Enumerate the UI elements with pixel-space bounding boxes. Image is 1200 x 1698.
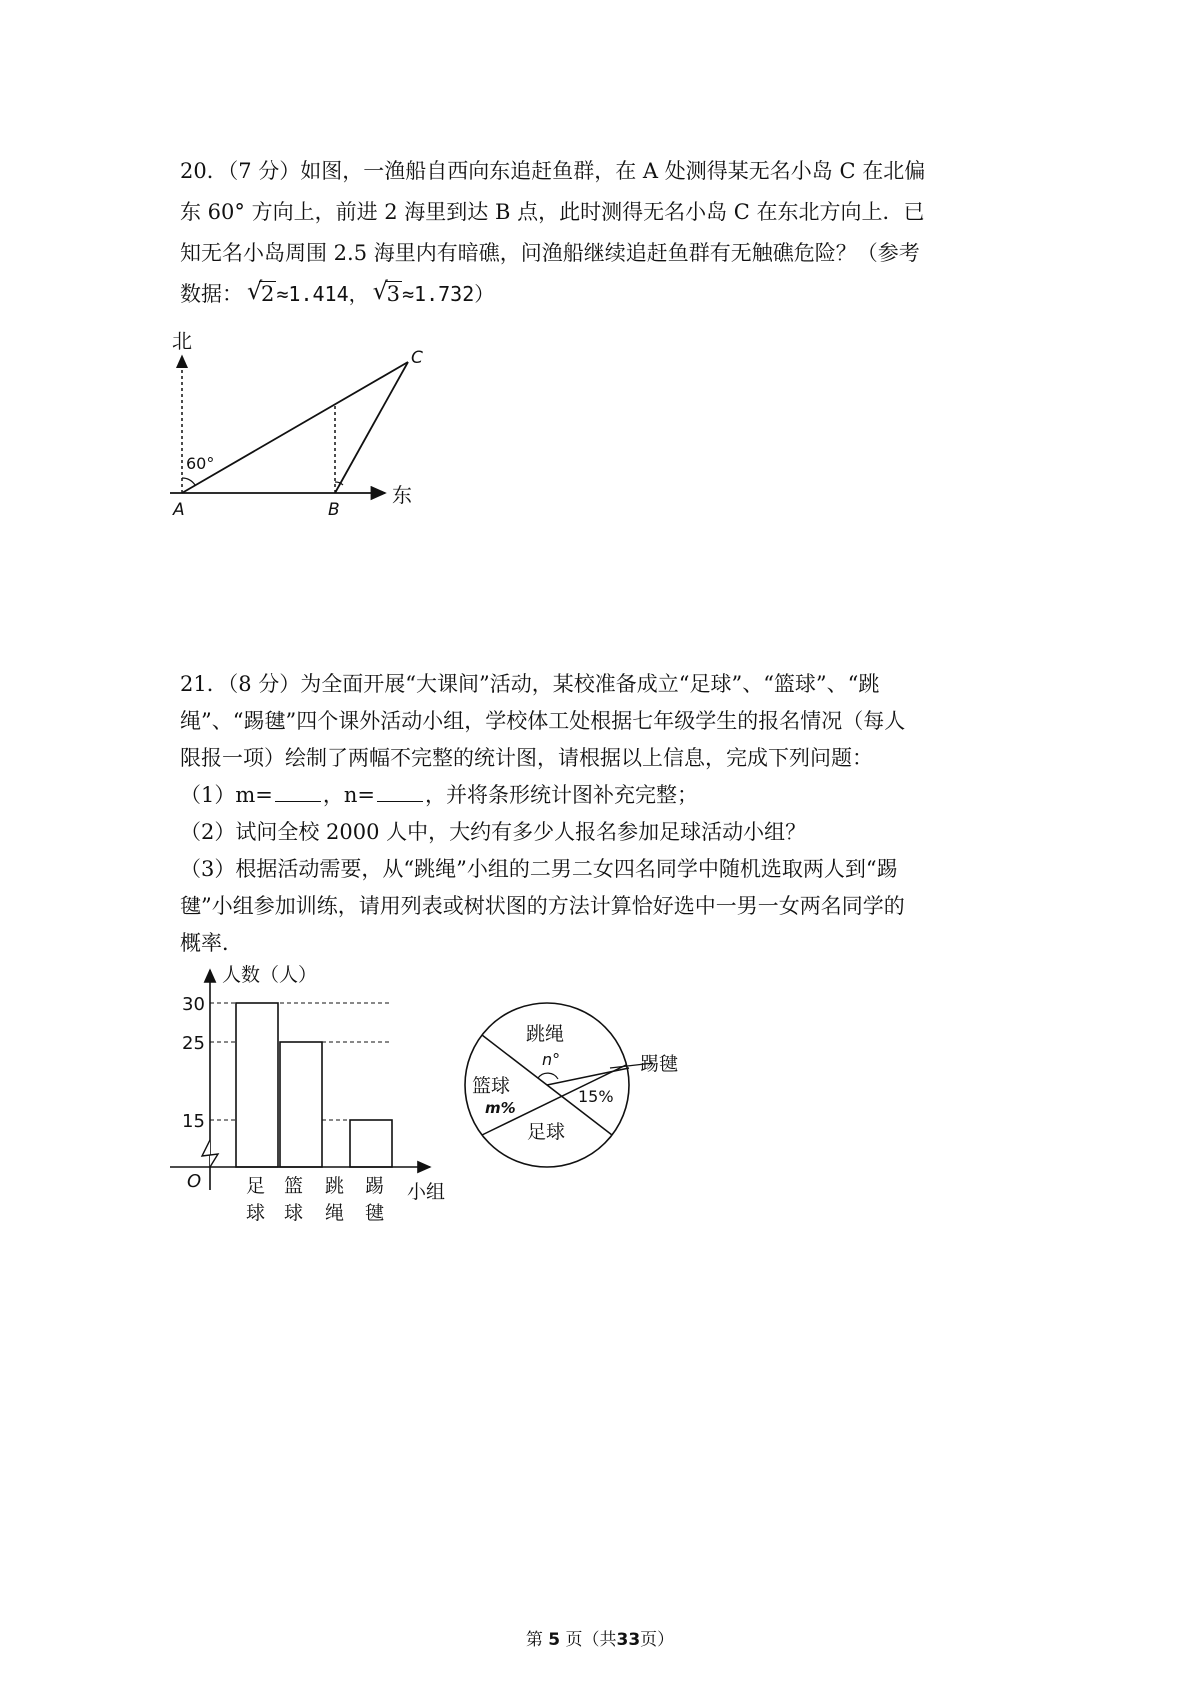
- pie-value-n: n°: [542, 1050, 561, 1069]
- x-category-踢毽-1: 毽: [365, 1202, 385, 1224]
- question-20: [180, 151, 1030, 315]
- pie-value-15: 15%: [578, 1087, 614, 1106]
- answer-blank-m[interactable]: [275, 781, 321, 802]
- y-axis-label: 人数（人）: [222, 964, 318, 986]
- angle-arc-a: [182, 478, 195, 485]
- pie-divider-3: [547, 1068, 629, 1085]
- pie-label-lanqiu: 篮球: [472, 1075, 511, 1097]
- footer-middle: 页（共: [565, 1630, 617, 1650]
- q21-sub3-line-1: （3）根据活动需要，从“跳绳”小组的二男二女四名同学中随机选取两人到“踢: [180, 857, 898, 881]
- segment-ac: [182, 362, 408, 493]
- q20-line-1: 20．（7 分）如图，一渔船自西向东追赶鱼群，在 A 处测得某无名小岛 C 在北偏: [180, 159, 926, 183]
- y-tick-labels: [182, 994, 205, 1132]
- bar-chart: [160, 960, 460, 1240]
- segment-bc: [335, 362, 408, 493]
- footer-prefix: 第: [525, 1630, 543, 1650]
- radical-icon: √: [247, 277, 263, 305]
- q20-data-prefix: 数据：: [180, 282, 243, 306]
- x-category-跳绳-0: 跳: [325, 1175, 345, 1197]
- sqrt-2-value: 2: [261, 282, 275, 306]
- q20-diagram: [170, 330, 470, 530]
- answer-blank-n[interactable]: [377, 781, 423, 802]
- pie-chart: [460, 990, 700, 1180]
- sqrt-3-value: 3: [386, 282, 400, 306]
- sqrt-3: [373, 274, 402, 315]
- point-b-label: B: [328, 500, 340, 520]
- q21-line-1: 21．（8 分）为全面开展“大课间”活动，某校准备成立“足球”、“篮球”、“跳: [180, 672, 880, 696]
- q20-line-3: 知无名小岛周围 2.5 海里内有暗礁，问渔船继续追赶鱼群有无触礁危险？（参考: [180, 241, 920, 265]
- bar-篮球: [280, 1042, 322, 1167]
- origin-label: O: [187, 1171, 202, 1192]
- q21-sub3-line-3: 概率．: [180, 931, 243, 955]
- q21-sub2: （2）试问全校 2000 人中，大约有多少人报名参加足球活动小组？: [180, 820, 807, 844]
- y-tick-15: 15: [182, 1111, 205, 1132]
- page-footer: [0, 1625, 1200, 1650]
- point-a-label: A: [173, 500, 185, 520]
- footer-suffix: 页）: [640, 1630, 675, 1650]
- x-category-足球-1: 球: [246, 1202, 266, 1224]
- bar-marks: [236, 1003, 392, 1167]
- q21-line-2: 绳”、“踢毽”四个课外活动小组，学校体工处根据七年级学生的报名情况（每人: [180, 709, 906, 733]
- pie-label-zuqiu: 足球: [527, 1121, 566, 1143]
- bar-足球: [236, 1003, 278, 1167]
- approx-2: ≈1.414，: [276, 282, 369, 306]
- pie-label-tijian: 踢毽: [640, 1053, 679, 1075]
- north-label: 北: [172, 329, 192, 353]
- angle-label: 60°: [186, 454, 215, 473]
- east-label: 东: [392, 483, 412, 507]
- axis-break-icon: [202, 1140, 218, 1167]
- footer-total-pages: 33: [616, 1630, 641, 1650]
- sub1-part-a: （1）m=: [180, 783, 273, 807]
- x-category-踢毽-0: 踢: [365, 1175, 385, 1197]
- x-category-篮球-0: 篮: [284, 1175, 304, 1197]
- point-c-label: C: [411, 348, 423, 368]
- y-tick-30: 30: [182, 994, 205, 1015]
- q21-sub1: [180, 777, 1030, 814]
- x-category-跳绳-1: 绳: [325, 1202, 345, 1224]
- footer-page-number: 5: [548, 1630, 561, 1650]
- radical-icon: √: [372, 277, 388, 305]
- x-axis-label: 小组: [407, 1181, 446, 1203]
- q20-line-2: 东 60° 方向上，前进 2 海里到达 B 点，此时测得无名小岛 C 在东北方向上．已: [180, 200, 925, 224]
- sub1-part-c: ，并将条形统计图补充完整；: [425, 783, 698, 807]
- q20-line-4: [180, 274, 1030, 315]
- x-category-labels: [246, 1175, 384, 1224]
- x-category-篮球-1: 球: [284, 1202, 304, 1224]
- pie-center-arc: [538, 1073, 558, 1079]
- q21-sub3-line-2: 毽”小组参加训练，请用列表或树状图的方法计算恰好选中一男一女两名同学的: [180, 894, 905, 918]
- q21-line-3: 限报一项）绘制了两幅不完整的统计图，请根据以上信息，完成下列问题：: [180, 746, 873, 770]
- bar-踢毽: [350, 1120, 392, 1167]
- pie-value-m: m%: [485, 1099, 516, 1117]
- sqrt-2: [247, 274, 276, 315]
- pie-label-tiaosheng: 跳绳: [526, 1023, 565, 1045]
- y-tick-25: 25: [182, 1033, 205, 1054]
- question-21: [180, 666, 1030, 962]
- approx-3: ≈1.732）: [402, 282, 495, 306]
- x-category-足球-0: 足: [246, 1175, 266, 1197]
- sub1-part-b: ，n=: [322, 783, 375, 807]
